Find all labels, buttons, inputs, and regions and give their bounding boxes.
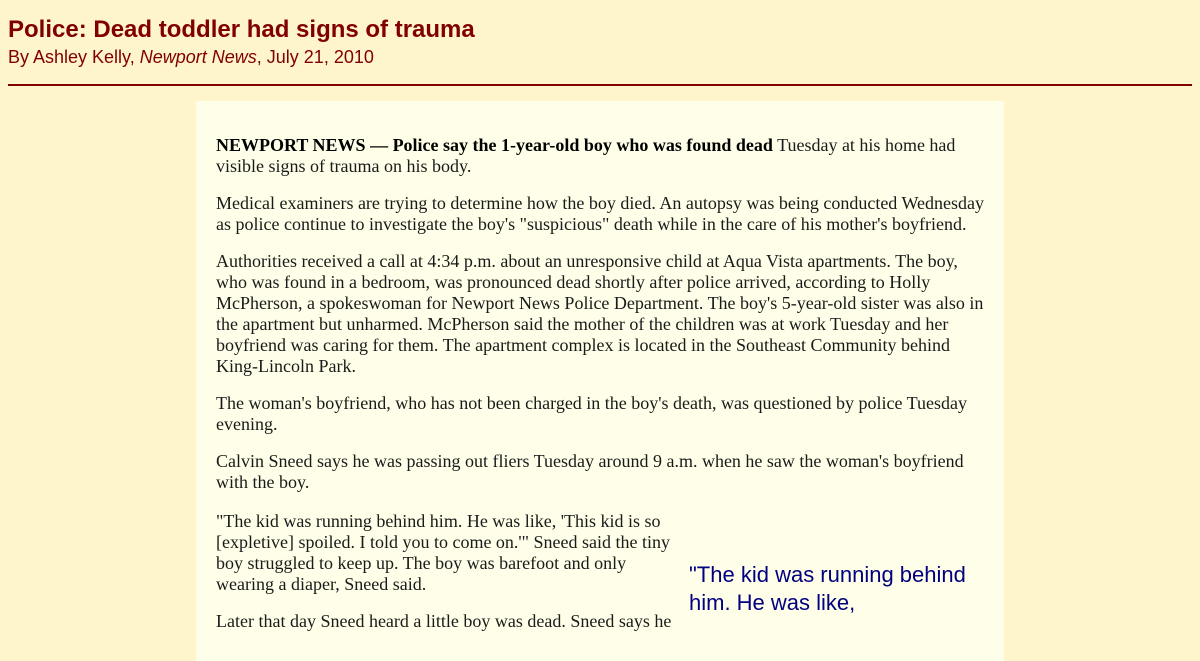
headline: Police: Dead toddler had signs of trauma — [8, 16, 475, 43]
header-divider — [8, 84, 1192, 86]
paragraph-2: Medical examiners are trying to determine how the boy died. An autopsy was being conducted Wednesday as police continue to investigate the boy's "suspicious" death while in the care of his mother's boyfriend. — [216, 193, 985, 234]
lead-paragraph — [216, 135, 984, 177]
quote-section-text — [216, 511, 676, 632]
article-header — [0, 0, 1200, 68]
byline-publication: Newport News — [139, 47, 257, 67]
paragraph-3: Authorities received a call at 4:34 p.m. about an unresponsive child at Aqua Vista apartments. The boy, who was found in a bedroom, was pronounced dead shortly after police arrived, according to Holly McPherson, a spokeswoman for Newport News Police Department. The boy's 5-year-old sister was also in the apartment but unharmed. McPherson said the mother of the children was at work Tuesday and her boyfriend was caring for them. The apartment complex is located in the Southeast Community behind King-Lincoln Park. — [216, 251, 984, 376]
paragraph-7: Later that day Sneed heard a little boy was dead. Sneed says he — [216, 611, 672, 631]
paragraph-5: Calvin Sneed says he was passing out fliers Tuesday around 9 a.m. when he saw the woman's boyfriend with the boy. — [216, 451, 964, 492]
lead-bold-text: NEWPORT NEWS — Police say the 1-year-old boy who was found dead — [216, 135, 773, 155]
pull-quote: "The kid was running behind him. He was like, — [689, 562, 966, 615]
article-body — [196, 101, 1004, 661]
lead-text: Tuesday at his home had visible signs of trauma on his body. — [216, 135, 956, 176]
quote-section — [216, 511, 984, 632]
byline-date: , July 21, 2010 — [256, 47, 374, 67]
paragraph-4: The woman's boyfriend, who has not been charged in the boy's death, was questioned by police Tuesday evening. — [216, 393, 968, 434]
byline — [8, 46, 1192, 68]
byline-author: By Ashley Kelly, — [8, 47, 140, 67]
paragraph-6: "The kid was running behind him. He was like, 'This kid is so [expletive] spoiled. I told you to come on.'" Sneed said the tiny boy struggled to keep up. The boy was barefoot and only wearing a diaper, Sneed said. — [216, 511, 670, 594]
